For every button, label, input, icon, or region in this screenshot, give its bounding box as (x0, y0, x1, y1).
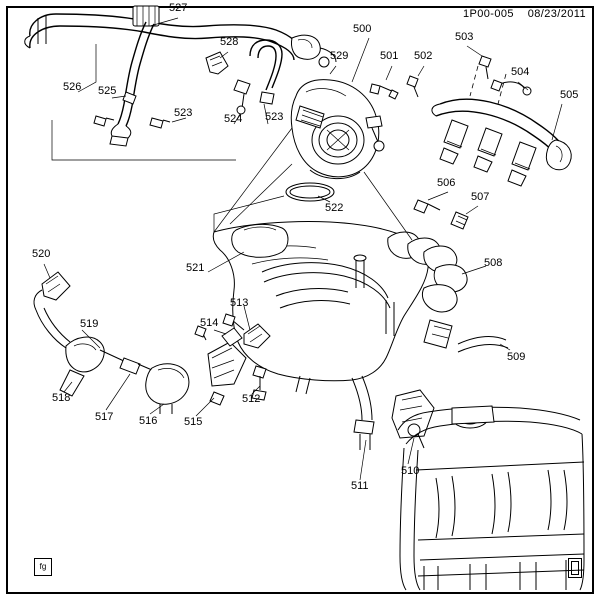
callout-523-left: 523 (174, 107, 193, 119)
callout-513: 513 (230, 297, 249, 309)
header-part-number: 1P00-005 (463, 8, 514, 20)
callout-504: 504 (511, 66, 530, 78)
callout-510: 510 (401, 465, 420, 477)
callout-524: 524 (224, 113, 243, 125)
header-date: 08/23/2011 (527, 8, 586, 20)
page-mark-box (568, 558, 582, 578)
callout-518: 518 (52, 392, 71, 404)
callout-511: 511 (351, 480, 369, 492)
callout-501: 501 (380, 50, 399, 62)
callout-507: 507 (471, 191, 490, 203)
callout-523-right: 523 (265, 111, 284, 123)
callout-502: 502 (414, 50, 433, 62)
callout-521: 521 (186, 262, 205, 274)
callout-512: 512 (242, 393, 261, 405)
callout-520: 520 (32, 248, 51, 260)
callout-522: 522 (325, 202, 344, 214)
callout-525: 525 (98, 85, 117, 97)
sheet-mark-box: fg (34, 558, 52, 576)
callout-508: 508 (484, 257, 503, 269)
callout-528: 528 (220, 36, 239, 48)
callout-526: 526 (63, 81, 82, 93)
callout-505: 505 (560, 89, 579, 101)
callout-509: 509 (507, 351, 526, 363)
callout-527: 527 (169, 2, 188, 14)
callout-515: 515 (184, 416, 203, 428)
callout-529: 529 (330, 50, 349, 62)
callout-519: 519 (80, 318, 99, 330)
callout-514: 514 (200, 317, 219, 329)
callout-516: 516 (139, 415, 158, 427)
callout-503: 503 (455, 31, 474, 43)
callout-506: 506 (437, 177, 456, 189)
callout-517: 517 (95, 411, 114, 423)
callout-500: 500 (353, 23, 372, 35)
